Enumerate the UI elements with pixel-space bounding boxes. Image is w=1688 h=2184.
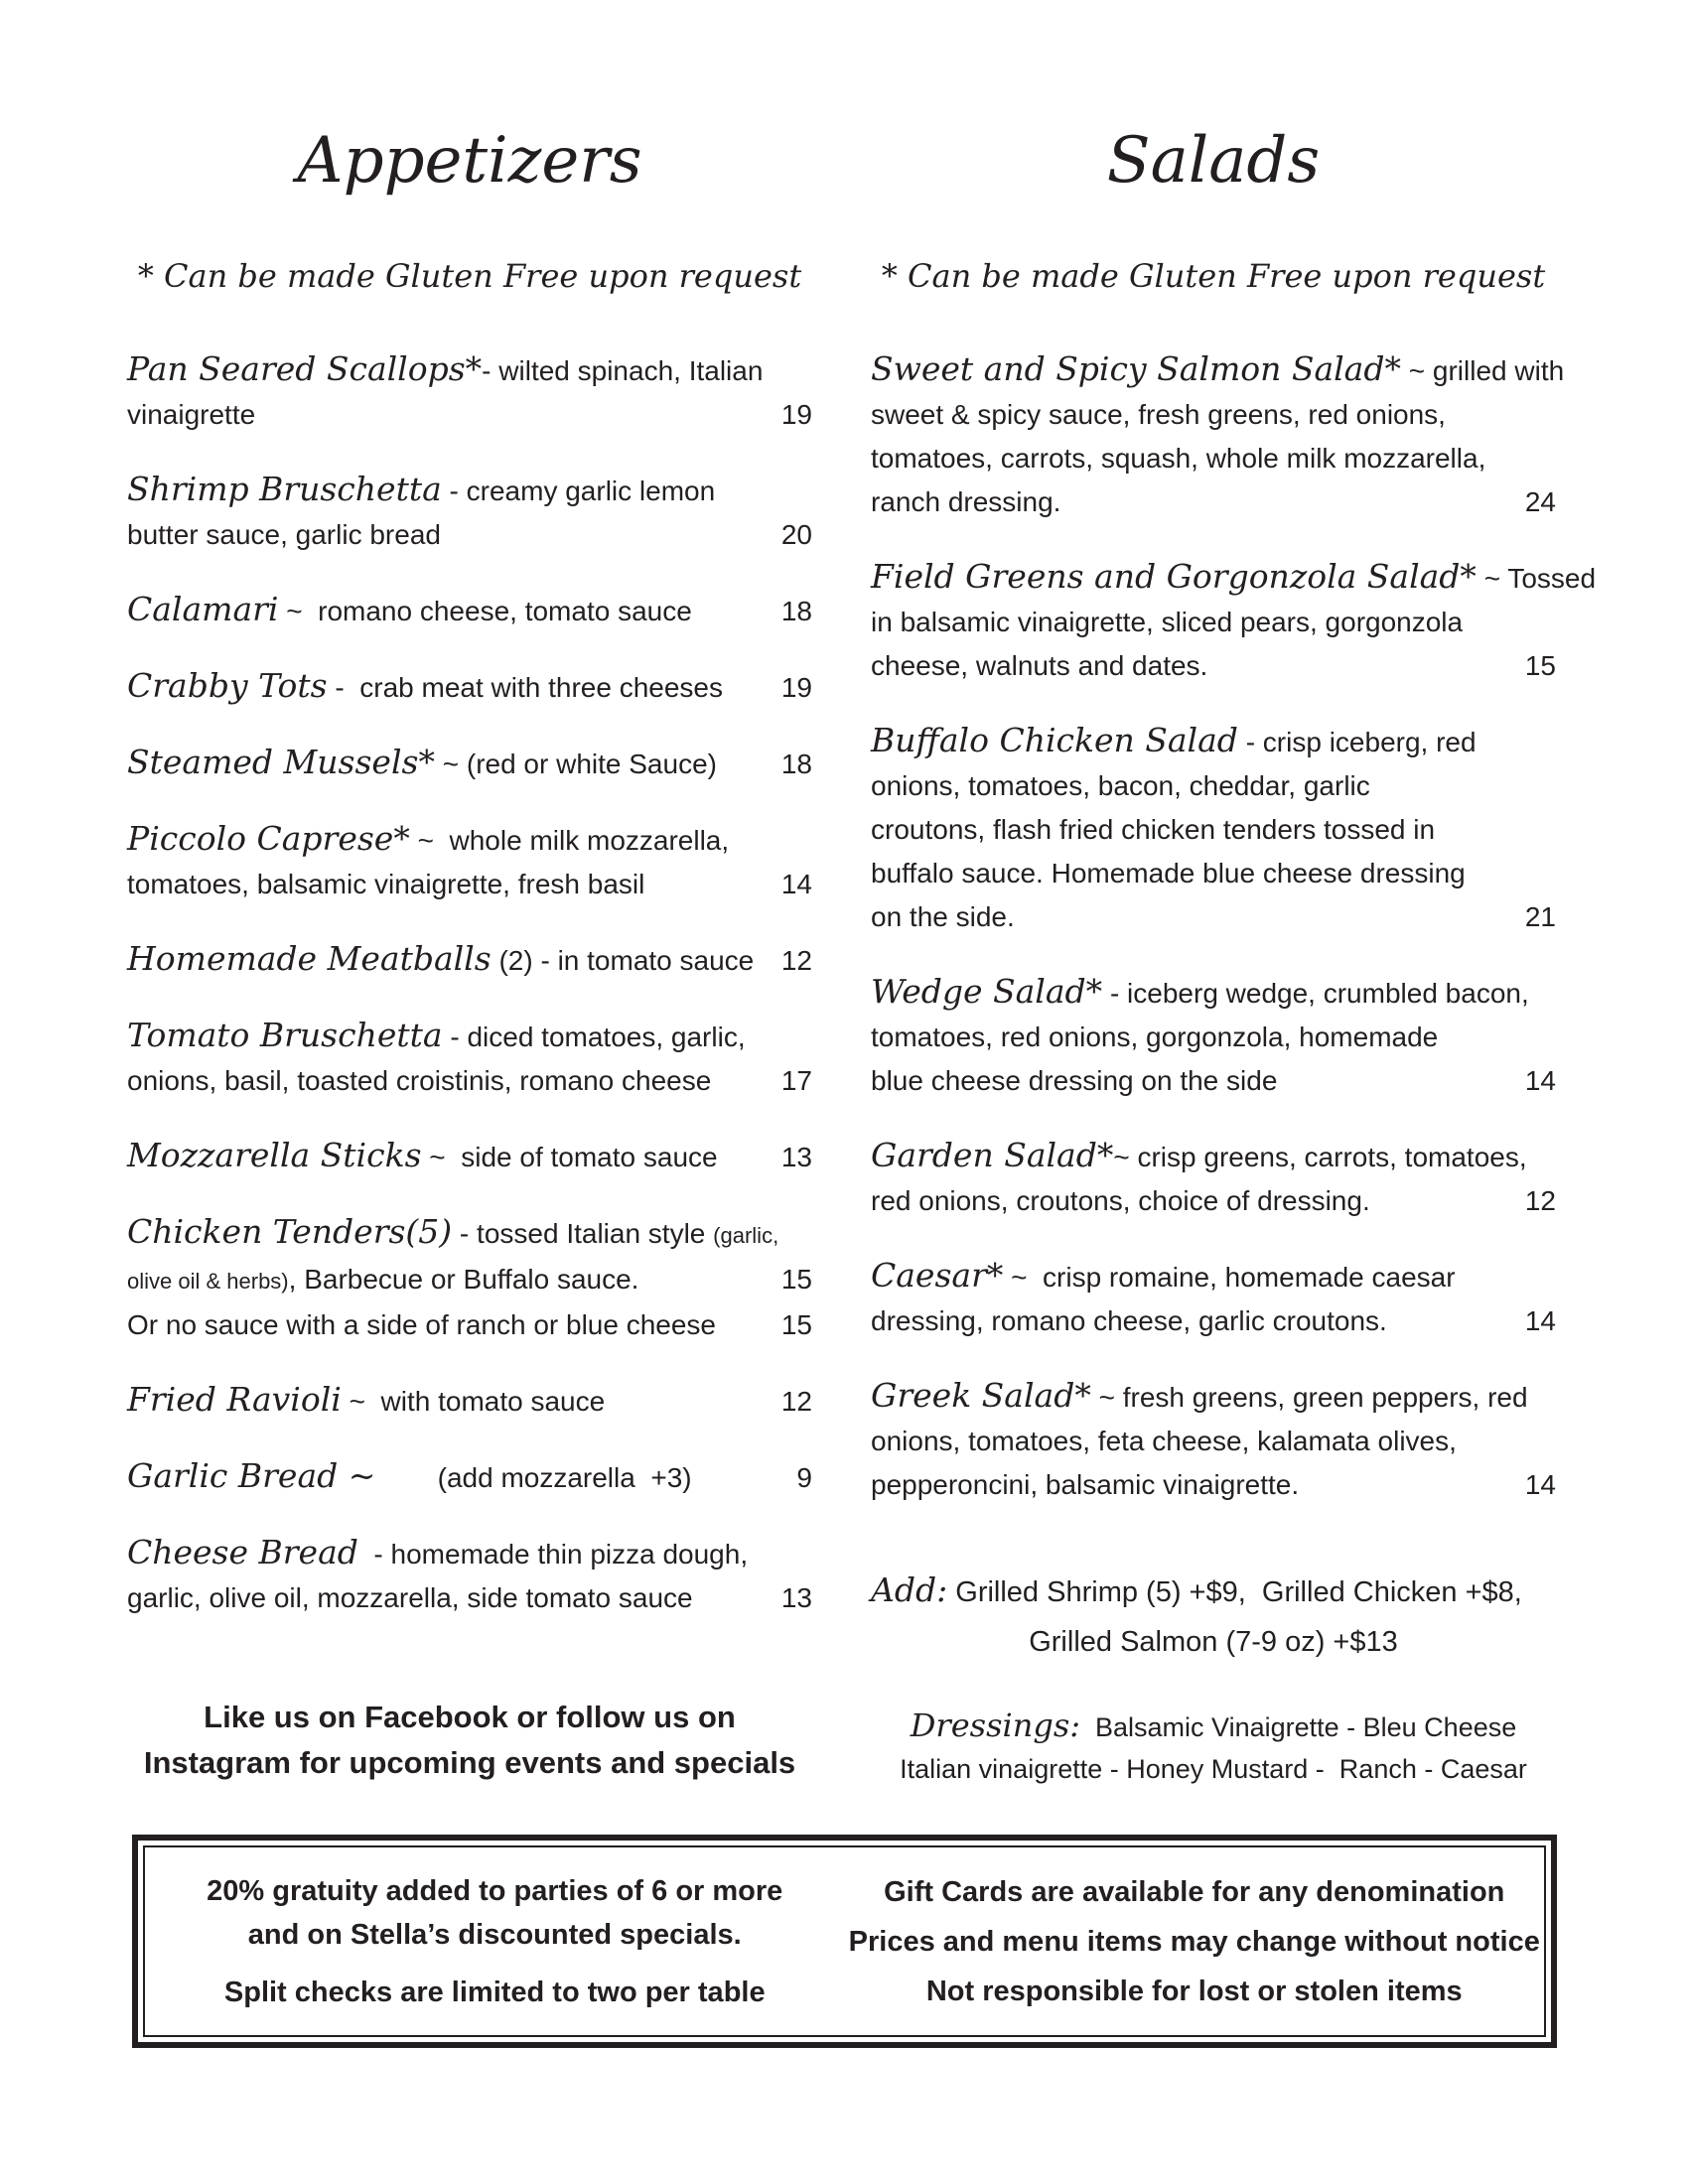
menu-item (871, 970, 1556, 1103)
item-description: ~ romano cheese, tomato sauce (278, 595, 692, 626)
menu-item-line (127, 664, 812, 710)
menu-item-line (127, 393, 812, 437)
item-description: - tossed Italian style (452, 1217, 714, 1249)
item-description: cheese, walnuts and dates. (871, 649, 1208, 681)
menu-item-line (871, 1463, 1556, 1507)
item-name: Buffalo Chicken Salad (871, 720, 1238, 759)
menu-item-line (127, 1014, 812, 1059)
item-description: on the side. (871, 900, 1015, 932)
item-name: Cheese Bread (127, 1532, 358, 1571)
salads-gluten-note: * Can be made Gluten Free upon request (881, 256, 1546, 295)
item-description: - creamy garlic lemon (441, 475, 716, 506)
item-price: 24 (1524, 485, 1556, 517)
item-name: Tomato Bruschetta (127, 1015, 443, 1054)
item-price: 15 (780, 1263, 812, 1295)
menu-item (127, 1531, 812, 1620)
item-price: 19 (780, 671, 812, 703)
menu-item-line (871, 601, 1556, 644)
item-price: 12 (780, 944, 812, 976)
menu-item (127, 1134, 812, 1179)
menu-item-line (127, 1303, 812, 1347)
item-description: (2) - in tomato sauce (491, 944, 755, 976)
item-price: 9 (796, 1461, 812, 1493)
item-description: ~ crisp greens, carrots, tomatoes, (1113, 1141, 1527, 1172)
menu-item-line (871, 437, 1556, 480)
menu-item-line (871, 970, 1556, 1016)
menu-item-line (127, 1059, 812, 1103)
addons-section (871, 1567, 1556, 1668)
menu-item-line (871, 1059, 1556, 1103)
salads-title: Salads (1106, 124, 1321, 198)
menu-item-line (127, 513, 812, 557)
menu-item (871, 1374, 1556, 1507)
menu-item-line (871, 1299, 1556, 1343)
menu-item-line (871, 1420, 1556, 1463)
item-description: Or no sauce with a side of ranch or blue cheese (127, 1308, 717, 1340)
item-name: Crabby Tots (127, 665, 328, 705)
item-description: tomatoes, red onions, gorgonzola, homemade (871, 1021, 1439, 1052)
item-name: Mozzarella Sticks (127, 1135, 422, 1174)
appetizers-title: Appetizers (297, 124, 642, 198)
menu-item (871, 1254, 1556, 1343)
item-description: ranch dressing. (871, 485, 1061, 517)
item-description: red onions, croutons, choice of dressing. (871, 1184, 1370, 1216)
item-price: 14 (1524, 1468, 1556, 1500)
item-description: - crisp iceberg, red (1237, 726, 1477, 757)
item-description: onions, tomatoes, bacon, cheddar, garlic (871, 769, 1370, 801)
menu-item (127, 664, 812, 710)
item-price: 17 (780, 1064, 812, 1096)
social-note-line: Like us on Facebook or follow us on (204, 1699, 736, 1734)
item-name: Steamed Mussels* (127, 742, 435, 781)
item-description: tomatoes, balsamic vinaigrette, fresh basil (127, 868, 645, 899)
menu-item-line (127, 1576, 812, 1620)
notice-line: Gift Cards are available for any denomination (884, 1875, 1505, 1908)
item-name: Calamari (127, 589, 279, 628)
menu-item (127, 468, 812, 557)
menu-item (127, 1454, 812, 1500)
item-name: Chicken Tenders(5) (127, 1211, 453, 1251)
item-description: (add mozzarella +3) (375, 1461, 692, 1493)
menu-item-line (871, 1016, 1556, 1059)
notice-line: and on Stella’s discounted specials. (247, 1918, 742, 1951)
menu-item (871, 1134, 1556, 1223)
social-note (127, 1695, 812, 1786)
addons-line (871, 1567, 1556, 1616)
item-description: in balsamic vinaigrette, sliced pears, gorgonzola (871, 606, 1464, 637)
item-price: 14 (1524, 1064, 1556, 1096)
menu-item (127, 741, 812, 786)
menu-item-line (871, 719, 1556, 764)
item-description: olive oil & herbs) (127, 1268, 289, 1294)
item-description: - diced tomatoes, garlic, (442, 1021, 746, 1052)
menu-item-line (127, 863, 812, 906)
notice-line: Split checks are limited to two per table (223, 1976, 766, 2008)
item-description: garlic, olive oil, mozzarella, side tomato sauce (127, 1581, 693, 1613)
dressings-text: Balsamic Vinaigrette - Bleu Cheese (1080, 1711, 1517, 1742)
menu-item (127, 1210, 812, 1347)
salads-column (871, 124, 1597, 1789)
appetizers-item-list (127, 347, 812, 1620)
item-description: pepperoncini, balsamic vinaigrette. (871, 1468, 1300, 1500)
menu-item (871, 555, 1597, 688)
menu-item-line (127, 1454, 812, 1500)
menu-item-line (127, 347, 812, 393)
dressings-label: Dressings: (910, 1706, 1081, 1744)
menu-item-line (127, 817, 812, 863)
notice-box-inner (143, 1845, 1546, 2037)
item-name: Sweet and Spicy Salmon Salad* (871, 348, 1401, 388)
item-price: 14 (780, 868, 812, 899)
addons-text: Grilled Shrimp (5) +$9, Grilled Chicken +$8, (947, 1575, 1522, 1608)
social-note-line: Instagram for upcoming events and specials (143, 1744, 796, 1780)
item-description: croutons, flash fried chicken tenders tossed in (871, 813, 1436, 845)
dressings-section (871, 1704, 1556, 1789)
menu-item-line (127, 588, 812, 633)
dressings-line: Italian vinaigrette - Honey Mustard - Ranch - Caesar (900, 1753, 1527, 1784)
item-description: ~ whole milk mozzarella, (409, 824, 730, 856)
menu-item (127, 1014, 812, 1103)
item-name: Shrimp Bruschetta (127, 469, 442, 508)
item-price: 15 (1524, 649, 1556, 681)
item-description: - iceberg wedge, crumbled bacon, (1102, 977, 1529, 1009)
menu-item-line (871, 347, 1565, 393)
notice-line: Prices and menu items may change without notice (848, 1925, 1540, 1958)
menu-item-line (871, 764, 1556, 808)
item-description: blue cheese dressing on the side (871, 1064, 1278, 1096)
item-description: - wilted spinach, Italian (482, 354, 764, 386)
item-description: onions, tomatoes, feta cheese, kalamata olives, (871, 1425, 1457, 1456)
item-description: ~ crisp romaine, homemade caesar (1003, 1261, 1456, 1293)
item-description: (garlic, (713, 1222, 779, 1248)
menu-item-line (127, 1210, 812, 1258)
item-description: vinaigrette (127, 398, 256, 430)
item-price: 12 (780, 1385, 812, 1417)
item-description: ~ Tossed (1476, 562, 1597, 594)
menu-item (127, 937, 812, 983)
item-description: buffalo sauce. Homemade blue cheese dressing (871, 857, 1466, 888)
item-price: 15 (780, 1308, 812, 1340)
appetizers-column (127, 125, 812, 1786)
menu-item-line (871, 480, 1556, 524)
menu-item-line (871, 555, 1597, 601)
item-description: sweet & spicy sauce, fresh greens, red onions, (871, 398, 1446, 430)
menu-item-line (127, 468, 812, 513)
item-description: ~ with tomato sauce (341, 1385, 606, 1417)
item-name: Wedge Salad* (871, 971, 1103, 1011)
item-price: 19 (780, 398, 812, 430)
item-description: butter sauce, garlic bread (127, 518, 441, 550)
notice-line: 20% gratuity added to parties of 6 or more (207, 1874, 783, 1907)
item-name: Field Greens and Gorgonzola Salad* (871, 556, 1477, 596)
menu-item-line (871, 895, 1556, 939)
menu-item-line (127, 1134, 812, 1179)
dressings-line (871, 1704, 1556, 1749)
item-name: Piccolo Caprese* (127, 818, 410, 858)
item-price: 21 (1524, 900, 1556, 932)
item-name: Pan Seared Scallops* (127, 348, 483, 388)
menu-item (127, 347, 812, 437)
item-price: 14 (1524, 1304, 1556, 1336)
menu-item-line (127, 1258, 812, 1303)
menu-item-line (871, 1374, 1556, 1420)
menu-item (127, 817, 812, 906)
item-description: ~ (red or white Sauce) (434, 748, 717, 779)
menu-item-line (871, 852, 1556, 895)
menu-item (871, 347, 1565, 524)
menu-item (127, 588, 812, 633)
menu-item-line (127, 1531, 812, 1576)
menu-item-line (127, 741, 812, 786)
item-description: ~ side of tomato sauce (421, 1141, 718, 1172)
item-description: - homemade thin pizza dough, (357, 1538, 749, 1570)
item-name: Homemade Meatballs (127, 938, 492, 978)
appetizers-gluten-note: * Can be made Gluten Free upon request (137, 256, 802, 295)
addons-label: Add: (871, 1570, 948, 1609)
item-price: 18 (780, 748, 812, 779)
menu-item (871, 719, 1556, 939)
item-description: tomatoes, carrots, squash, whole milk mozzarella, (871, 442, 1486, 474)
menu-item-line (871, 808, 1556, 852)
notice-left (145, 1869, 845, 2014)
menu-item (127, 1378, 812, 1424)
item-description: dressing, romano cheese, garlic croutons. (871, 1304, 1387, 1336)
notice-box (132, 1835, 1557, 2048)
menu-item-line (871, 1254, 1556, 1299)
salads-item-list (871, 347, 1597, 1507)
item-price: 18 (780, 595, 812, 626)
menu-item-line (871, 1179, 1556, 1223)
addons-line: Grilled Salmon (7-9 oz) +$13 (1029, 1625, 1398, 1658)
item-description: , Barbecue or Buffalo sauce. (288, 1263, 639, 1295)
item-name: Garden Salad* (871, 1135, 1114, 1174)
item-description: - crab meat with three cheeses (327, 671, 723, 703)
item-description: ~ grilled with (1400, 354, 1565, 386)
menu-item-line (871, 1134, 1556, 1179)
menu-item-line (871, 644, 1556, 688)
menu-item-line (871, 393, 1556, 437)
item-price: 12 (1524, 1184, 1556, 1216)
item-price: 13 (780, 1581, 812, 1613)
item-name: Garlic Bread ~ (127, 1455, 376, 1495)
item-name: Greek Salad* (871, 1375, 1091, 1415)
item-price: 20 (780, 518, 812, 550)
notice-right (845, 1867, 1545, 2016)
item-name: Caesar* (871, 1255, 1004, 1295)
item-name: Fried Ravioli (127, 1379, 342, 1419)
menu-item-line (127, 1378, 812, 1424)
item-price: 13 (780, 1141, 812, 1172)
item-description: onions, basil, toasted croistinis, romano cheese (127, 1064, 712, 1096)
notice-line: Not responsible for lost or stolen items (925, 1975, 1463, 2007)
item-description: ~ fresh greens, green peppers, red (1090, 1381, 1528, 1413)
menu-item-line (127, 937, 812, 983)
